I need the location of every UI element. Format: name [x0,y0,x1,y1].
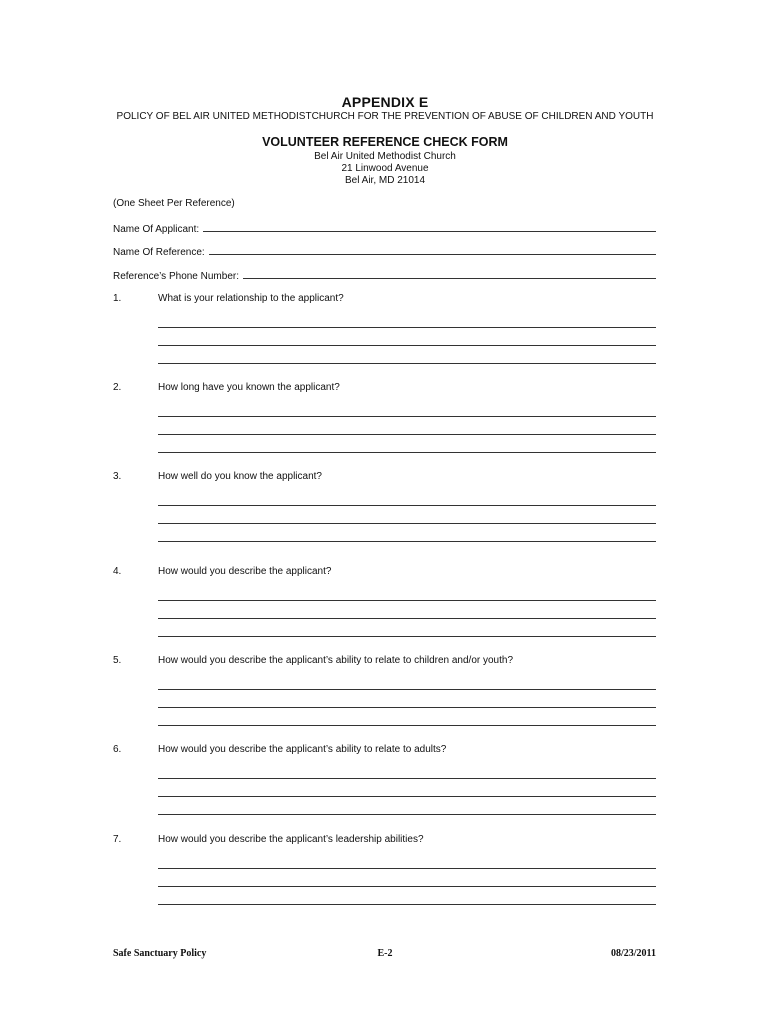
question-number: 4. [113,566,122,577]
question-number: 6. [113,744,122,755]
fill-line[interactable] [243,269,656,279]
address-line-2: 21 Linwood Avenue [341,163,429,174]
answer-line[interactable] [158,814,656,815]
answer-line[interactable] [158,618,656,619]
field-label: Reference’s Phone Number: [113,271,239,282]
answer-line[interactable] [158,725,656,726]
answer-line[interactable] [158,363,656,364]
question-number: 7. [113,834,122,845]
policy-subtitle: POLICY OF BEL AIR UNITED METHODISTCHURCH FOR THE PREVENTION OF ABUSE OF CHILDREN AND YOUTH [116,111,654,122]
answer-line[interactable] [158,505,656,506]
form-title: VOLUNTEER REFERENCE CHECK FORM [262,135,508,149]
answer-line[interactable] [158,778,656,779]
answer-line[interactable] [158,327,656,328]
answer-line[interactable] [158,523,656,524]
question-text: How would you describe the applicant? [158,566,332,577]
address-line-3: Bel Air, MD 21014 [344,175,426,186]
answer-line[interactable] [158,707,656,708]
field-label: Name Of Applicant: [113,224,200,235]
question-text: How would you describe the applicant’s ability to relate to adults? [158,744,447,755]
answer-line[interactable] [158,416,656,417]
reference-name-field[interactable] [113,245,656,258]
answer-line[interactable] [158,868,656,869]
question-text: How well do you know the applicant? [158,471,322,482]
fill-line[interactable] [203,222,656,232]
answer-line[interactable] [158,689,656,690]
answer-line[interactable] [158,600,656,601]
question-text: How long have you known the applicant? [158,382,340,393]
applicant-name-field[interactable] [113,222,656,235]
answer-line[interactable] [158,904,656,905]
answer-line[interactable] [158,636,656,637]
reference-phone-field[interactable] [113,269,656,282]
page-title: APPENDIX E [341,94,429,110]
fill-line[interactable] [209,245,656,255]
answer-line[interactable] [158,541,656,542]
footer-page-number: E-2 [377,948,393,959]
question-number: 1. [113,293,122,304]
answer-line[interactable] [158,345,656,346]
answer-line[interactable] [158,434,656,435]
question-text: What is your relationship to the applicant? [158,293,344,304]
address-line-1: Bel Air United Methodist Church [314,151,456,162]
answer-line[interactable] [158,452,656,453]
footer-policy-name: Safe Sanctuary Policy [113,948,207,959]
field-label: Name Of Reference: [113,247,205,258]
question-number: 3. [113,471,122,482]
answer-line[interactable] [158,886,656,887]
sheet-note: (One Sheet Per Reference) [113,198,235,209]
answer-line[interactable] [158,796,656,797]
question-text: How would you describe the applicant’s ability to relate to children and/or youth? [158,655,514,666]
question-text: How would you describe the applicant’s leadership abilities? [158,834,424,845]
question-number: 2. [113,382,122,393]
question-number: 5. [113,655,122,666]
footer-date: 08/23/2011 [610,948,656,959]
